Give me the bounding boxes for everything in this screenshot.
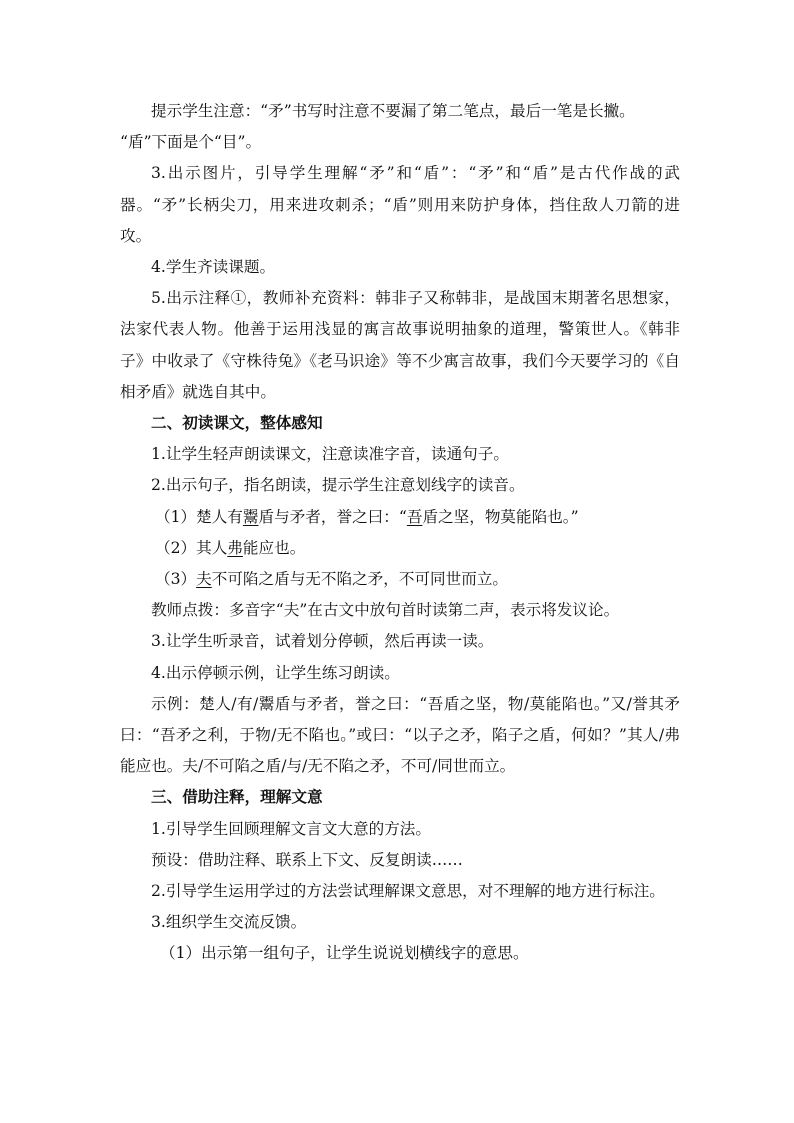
paragraph-show-pictures: 3.出示图片，引导学生理解“矛”和“盾”：“矛”和“盾”是古代作战的武器。“矛”长柄尖刀，用来进攻刺杀；“盾”则用来防护身体，挡住敌人刀箭的进攻。 [120, 164, 680, 245]
paragraph-read-title: 4.学生齐读课题。 [151, 258, 276, 277]
paragraph-exchange-feedback: 3.组织学生交流反馈。 [151, 913, 307, 932]
paragraph-listen-recording: 3.让学生听录音，试着划分停顿，然后再读一读。 [151, 632, 494, 651]
paragraph-dun-tip: “盾”下面是个“目”。 [120, 133, 262, 152]
paragraph-review-methods: 1.引导学生回顾理解文言文大意的方法。 [151, 819, 431, 838]
lesson-plan-body [120, 96, 680, 970]
paragraph-pause-example-intro: 4.出示停顿示例，让学生练习朗读。 [151, 663, 400, 682]
paragraph-show-sentences: 2.出示句子，指名朗读，提示学生注意划线字的读音。 [151, 476, 525, 495]
section-heading-first-reading: 二、初读课文，整体感知 [151, 414, 323, 433]
paragraph-try-understand: 2.引导学生运用学过的方法尝试理解课文意思，对不理解的地方进行标注。 [151, 882, 665, 901]
paragraph-pause-example: 示例：楚人/有/鬻盾与矛者，誉之曰：“吾盾之坚，物/莫能陷也。”又/誉其矛曰：“吾矛之利，于物/无不陷也。”或曰：“以子之矛，陷子之盾，何如？”其人/弗能应也。夫/不可陷之盾/与/无不陷之矛，不可/同世而立。 [120, 694, 680, 776]
section-heading-understanding: 三、借助注释，理解文意 [151, 788, 323, 807]
example-sentence-1: （1）楚人有鬻盾与矛者，誉之曰：“吾盾之坚，物莫能陷也。” [155, 507, 579, 526]
paragraph-read-aloud: 1.让学生轻声朗读课文，注意读准字音，读通句子。 [151, 445, 509, 464]
underlined-char: 弗 [227, 538, 243, 557]
underlined-char: 夫 [196, 570, 212, 589]
underlined-char: 鬻 [242, 507, 259, 526]
paragraph-writing-tip: 提示学生注意：“矛”书写时注意不要漏了第二笔点，最后一笔是长撇。 [151, 102, 635, 120]
paragraph-first-group: （1）出示第一组句子，让学生说说划横线字的意思。 [160, 944, 529, 963]
paragraph-annotation: 5.出示注释①，教师补充资料：韩非子又称韩非，是战国末期著名思想家，法家代表人物。他善于运用浅显的寓言故事说明抽象的道理，警策世人。《韩非子》中收录了《守株待兔》《老马识途》等不少寓言故事，我们今天要学习的《自相矛盾》就选自其中。 [120, 289, 680, 401]
example-sentence-3: （3）夫不可陷之盾与无不陷之矛，不可同世而立。 [155, 570, 509, 589]
example-sentence-2: （2）其人弗能应也。 [155, 538, 306, 557]
paragraph-preset: 预设：借助注释、联系上下文、反复朗读…… [151, 850, 463, 869]
underlined-char: 吾 [406, 507, 423, 526]
paragraph-teacher-note: 教师点拨：多音字“夫”在古文中放句首时读第二声，表示将发议论。 [151, 601, 620, 620]
